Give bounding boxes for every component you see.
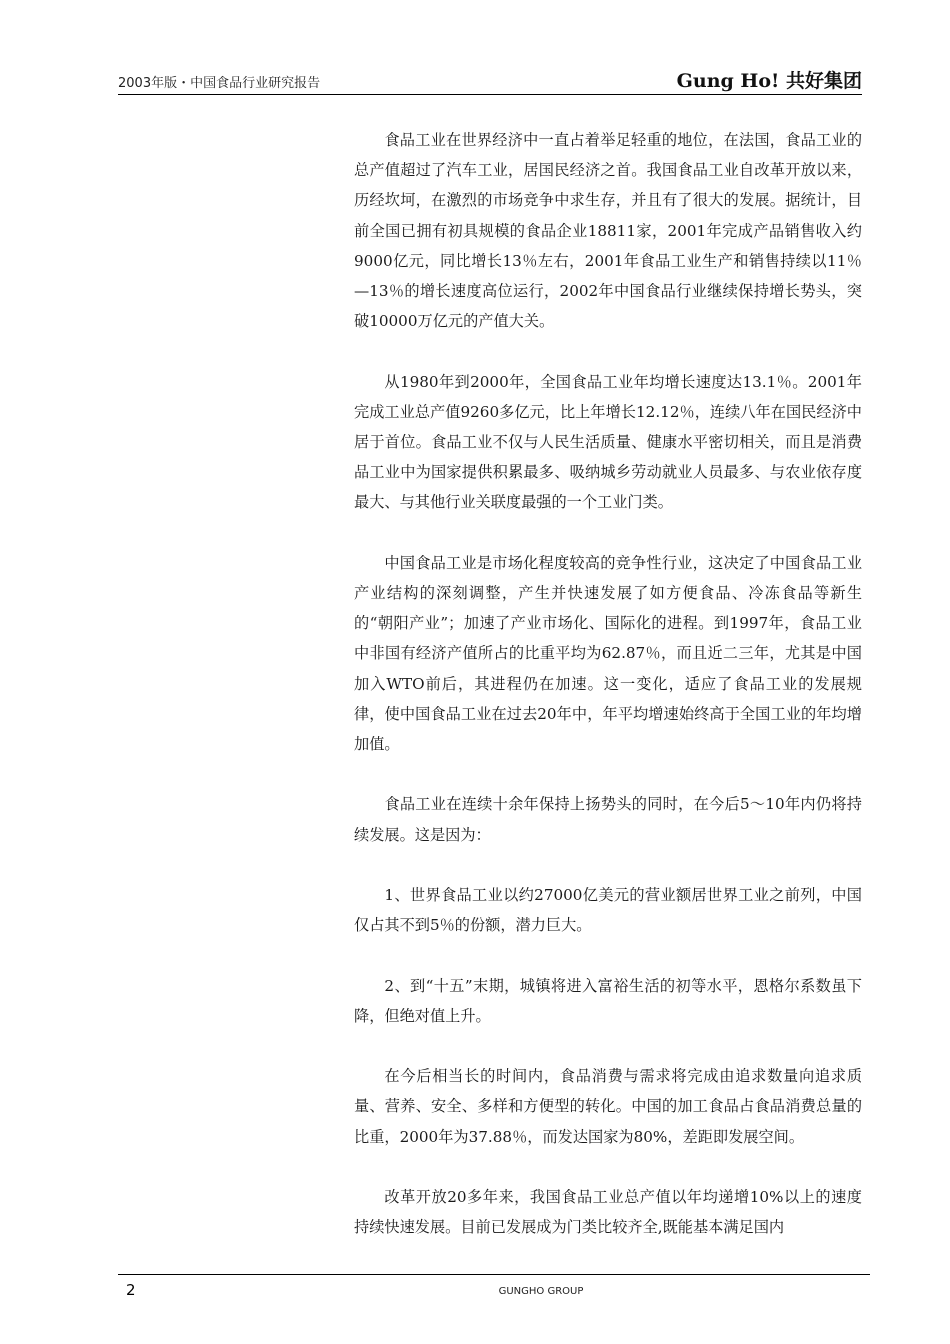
footer-divider [118, 1274, 870, 1275]
paragraph: 食品工业在世界经济中一直占着举足轻重的地位，在法国，食品工业的总产值超过了汽车工业，居国民经济之首。我国食品工业自改革开放以来，历经坎坷，在激烈的市场竞争中求生存，并且有了很大的发展。据统计，目前全国已拥有初具规模的食品企业18811家，2001年完成产品销售收入约9000亿元，同比增长13％左右，2001年食品工业生产和销售持续以11％—13％的增长速度高位运行，2002年中国食品行业继续保持增长势头，突破10000万亿元的产值大关。 [354, 131, 862, 331]
body-text [354, 125, 862, 1242]
paragraph: 食品工业在连续十余年保持上扬势头的同时，在今后5～10年内仍将持续发展。这是因为： [354, 795, 862, 844]
paragraph: 在今后相当长的时间内，食品消费与需求将完成由追求数量向追求质量、营养、安全、多样和方便型的转化。中国的加工食品占食品消费总量的比重，2000年为37.88％，而发达国家为80%，差距即发展空间。 [354, 1067, 862, 1146]
page-number: 2 [126, 1281, 136, 1299]
company-name: Gung Ho! 共好集团 [676, 70, 862, 92]
paragraph: 1、世界食品工业以约27000亿美元的营业额居世界工业之前列，中国仅占其不到5％的份额，潜力巨大。 [354, 886, 862, 935]
paragraph: 改革开放20多年来，我国食品工业总产值以年均递增10%以上的速度持续快速发展。目前已发展成为门类比较齐全,既能基本满足国内 [354, 1188, 862, 1237]
header-divider [118, 94, 862, 95]
paragraph: 中国食品工业是市场化程度较高的竞争性行业，这决定了中国食品工业产业结构的深刻调整，产生并快速发展了如方便食品、冷冻食品等新生的“朝阳产业”；加速了产业市场化、国际化的进程。到1997年，食品工业中非国有经济产值所占的比重平均为62.87％，而且近二三年，尤其是中国加入WTO前后，其进程仍在加速。这一变化，适应了食品工业的发展规律，使中国食品工业在过去20年中，年平均增速始终高于全国工业的年均增加值。 [354, 553, 862, 754]
paragraph: 2、到“十五”末期，城镇将进入富裕生活的初等水平，恩格尔系数虽下降，但绝对值上升。 [354, 976, 862, 1025]
page-header [118, 66, 862, 94]
report-title: 2003年版・中国食品行业研究报告 [118, 76, 321, 91]
footer-group-name: GUNGHO GROUP [498, 1286, 584, 1297]
paragraph: 从1980年到2000年，全国食品工业年均增长速度达13.1％。2001年完成工业总产值9260多亿元，比上年增长12.12％，连续八年在国民经济中居于首位。食品工业不仅与人民生活质量、健康水平密切相关，而且是消费品工业中为国家提供积累最多、吸纳城乡劳动就业人员最多、与农业依存度最大、与其他行业关联度最强的一个工业门类。 [354, 372, 862, 512]
